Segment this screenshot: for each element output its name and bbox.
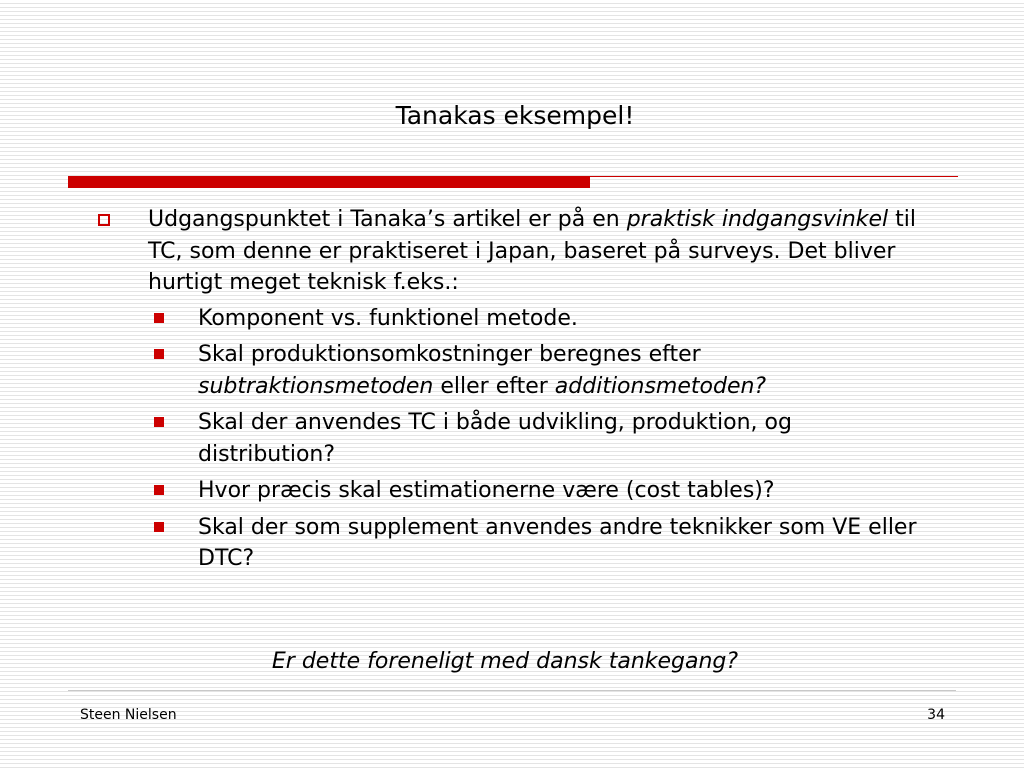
closing-question: Er dette foreneligt med dansk tankegang?	[271, 649, 739, 674]
main-bullet-emphasis: praktisk indgangsvinkel	[626, 207, 889, 232]
square-filled-icon	[154, 313, 164, 323]
square-outline-icon	[98, 214, 110, 226]
square-filled-icon	[154, 349, 164, 359]
sub-bullet-text: Komponent vs. funktionel metode.	[198, 305, 578, 331]
square-filled-icon	[154, 485, 164, 495]
main-bullet-text: Udgangspunktet i Tanaka’s artikel er på en	[148, 207, 627, 232]
slide-title: Tanakas eksempel!	[395, 101, 635, 130]
sub-bullet-item	[152, 407, 926, 470]
footer-divider	[68, 690, 956, 691]
sub-bullet-text: Skal der som supplement anvendes andre teknikker som VE eller DTC?	[198, 514, 917, 571]
sub-bullet-text-continued: eller efter	[433, 373, 555, 399]
sub-bullet-item	[152, 339, 926, 402]
sub-bullet-list	[96, 303, 926, 575]
title-divider	[68, 176, 958, 188]
footer-author: Steen Nielsen	[80, 707, 177, 723]
main-bullet-point	[96, 204, 926, 299]
square-filled-icon	[154, 522, 164, 532]
main-bullet-text-continued: til TC, som denne er praktiseret i Japan, baseret på surveys. Det bliver hurtigt meget teknisk f.eks.:	[148, 207, 917, 295]
square-filled-icon	[154, 417, 164, 427]
sub-bullet-text: Skal produktionsomkostninger beregnes efter	[198, 342, 701, 367]
slide-body	[96, 204, 926, 580]
sub-bullet-item	[152, 512, 926, 575]
sub-bullet-emphasis: subtraktionsmetoden	[198, 373, 434, 399]
sub-bullet-text: Skal der anvendes TC i både udvikling, produktion, og distribution?	[198, 410, 792, 467]
sub-bullet-item	[152, 303, 926, 335]
sub-bullet-item	[152, 475, 926, 507]
title-divider-line	[590, 176, 958, 177]
title-divider-bar	[68, 176, 590, 188]
page-number: 34	[927, 707, 945, 723]
sub-bullet-text: Hvor præcis skal estimationerne være (cost tables)?	[198, 478, 775, 503]
sub-bullet-emphasis-2: additionsmetoden?	[554, 373, 767, 399]
